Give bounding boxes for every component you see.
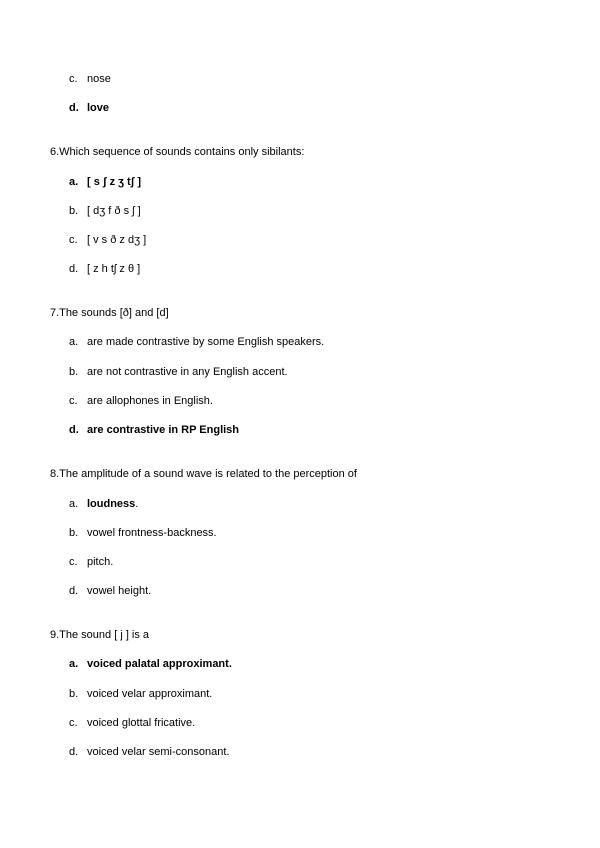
option-text: voiced velar approximant. [87, 688, 213, 700]
option-text: are not contrastive in any English accent. [87, 366, 288, 378]
option-text: loudness [87, 498, 136, 510]
option-d-answer [69, 101, 109, 115]
option-letter: c. [69, 395, 78, 407]
option-letter: d. [69, 424, 79, 436]
option-text: love [87, 102, 110, 114]
option-text: vowel height. [87, 585, 152, 597]
question-9: 9.The sound [ j ] is a [50, 629, 150, 641]
option-letter: b. [69, 366, 79, 378]
option-text: [ dʒ f ð s ʃ ] [87, 205, 141, 217]
option-d [69, 745, 229, 759]
option-letter: b. [69, 688, 79, 700]
option-text: vowel frontness-backness. [87, 527, 217, 539]
option-b [69, 204, 141, 218]
option-c [69, 72, 111, 86]
option-letter: b. [69, 205, 79, 217]
option-c [69, 394, 213, 408]
question-8: 8.The amplitude of a sound wave is related to the perception of [50, 468, 357, 480]
option-a-answer [69, 497, 138, 511]
option-text: are allophones in English. [87, 395, 213, 407]
option-letter: d. [69, 102, 79, 114]
option-text: are contrastive in RP English [87, 424, 240, 436]
option-d-answer [69, 423, 239, 437]
option-a-answer [69, 657, 232, 671]
option-c [69, 716, 195, 730]
option-text: pitch. [87, 556, 114, 568]
option-letter: c. [69, 556, 78, 568]
option-text: voiced palatal approximant. [87, 658, 232, 670]
option-d [69, 262, 140, 276]
question-6: 6.Which sequence of sounds contains only sibilants: [50, 146, 305, 158]
option-letter: d. [69, 746, 79, 758]
option-letter: a. [69, 658, 79, 670]
question-7: 7.The sounds [ð] and [d] [50, 307, 169, 319]
option-text: nose [87, 73, 111, 85]
option-text: [ s ʃ z ʒ tʃ ] [87, 176, 142, 188]
option-a [69, 335, 324, 349]
option-c [69, 233, 146, 247]
option-letter: c. [69, 73, 78, 85]
option-text: are made contrastive by some English speakers. [87, 336, 325, 348]
option-text: voiced glottal fricative. [87, 717, 196, 729]
option-text: [ v s ð z dʒ ] [87, 234, 147, 246]
option-letter: a. [69, 336, 79, 348]
option-letter: c. [69, 717, 78, 729]
option-letter: d. [69, 263, 79, 275]
option-c [69, 555, 113, 569]
option-b [69, 365, 288, 379]
option-letter: a. [69, 498, 79, 510]
option-b [69, 687, 212, 701]
option-text: voiced velar semi-consonant. [87, 746, 230, 758]
option-a-answer [69, 175, 141, 189]
option-suffix: . [135, 498, 139, 510]
option-letter: c. [69, 234, 78, 246]
option-text: [ z h tʃ z θ ] [87, 263, 141, 275]
option-b [69, 526, 217, 540]
option-letter: d. [69, 585, 79, 597]
option-d [69, 584, 151, 598]
option-letter: a. [69, 176, 79, 188]
option-letter: b. [69, 527, 79, 539]
